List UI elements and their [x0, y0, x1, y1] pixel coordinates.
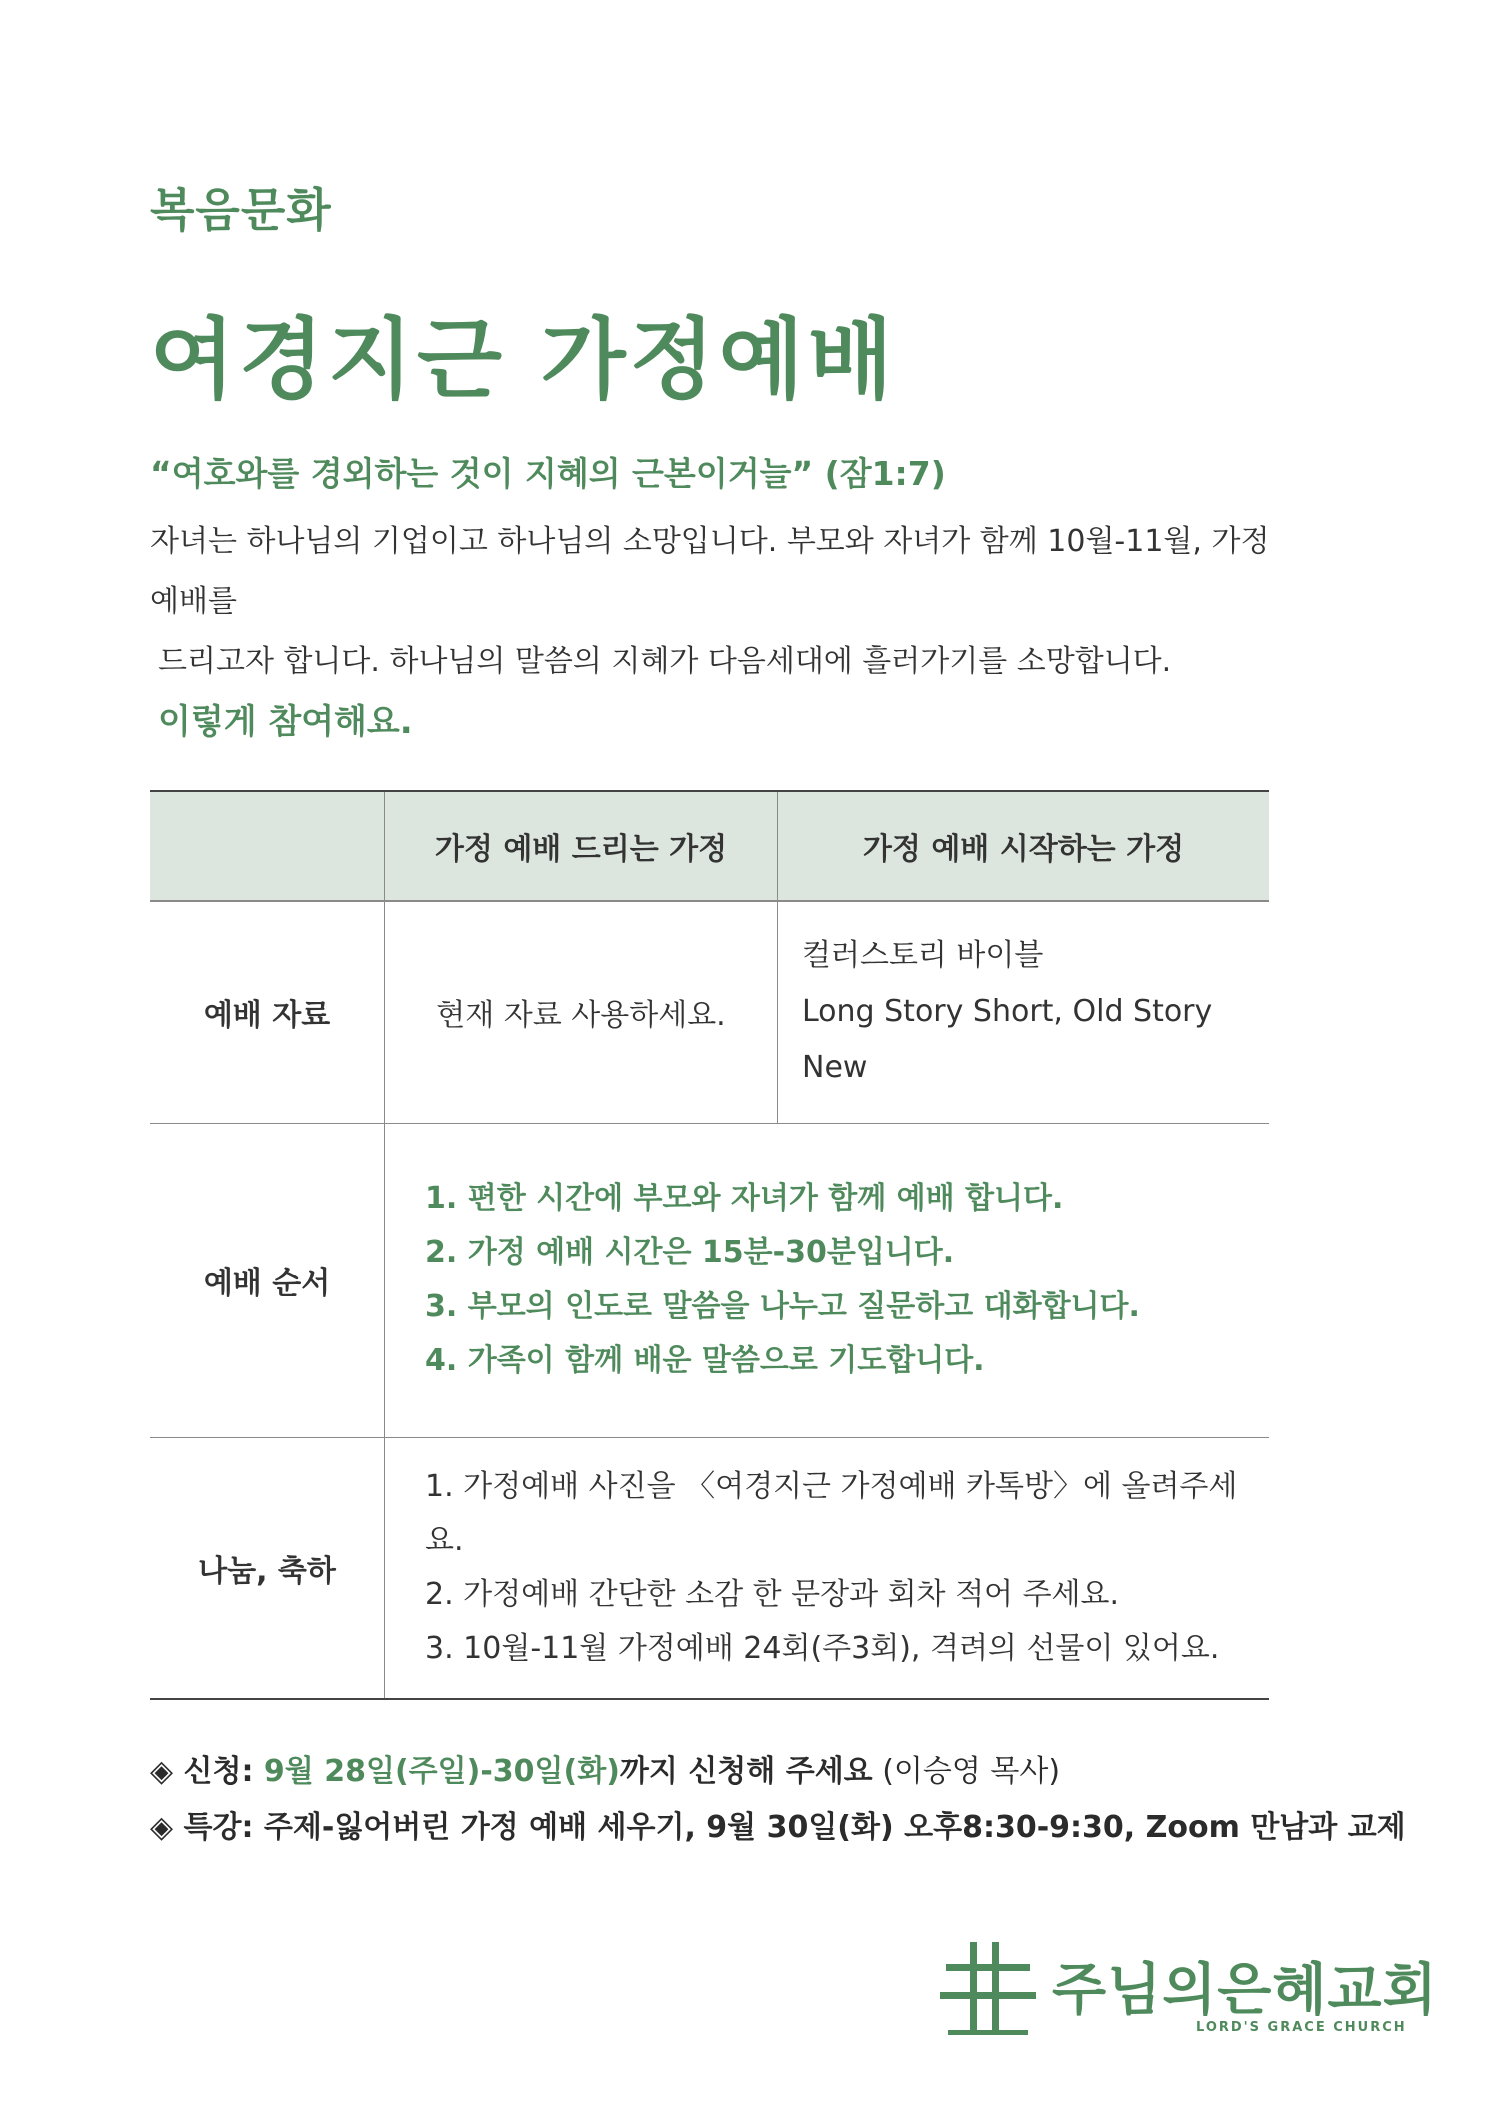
table-header-empty — [150, 791, 385, 901]
list-item: 3. 부모의 인도로 말씀을 나누고 질문하고 대화합니다. — [425, 1289, 1140, 1324]
page-title: 여경지근 가정예배 — [150, 308, 897, 411]
table-header-row — [150, 791, 1269, 901]
apply-contact: (이승영 목사) — [872, 1754, 1061, 1789]
section-title: 이렇게 참여해요. — [158, 702, 413, 742]
row-label-materials: 예배 자료 — [150, 901, 385, 1123]
intro-paragraph — [150, 512, 1280, 692]
apply-notice — [150, 1746, 1060, 1790]
list-item: 1. 편한 시간에 부모와 자녀가 함께 예배 합니다. — [425, 1181, 1064, 1216]
participation-table — [150, 790, 1269, 1700]
list-item: 3. 10월-11월 가정예배 24회(주3회), 격려의 선물이 있어요. — [425, 1630, 1220, 1666]
church-logo — [940, 1940, 1438, 2050]
intro-line: 자녀는 하나님의 기업이고 하나님의 소망입니다. 부모와 자녀가 함께 10월-11월, 가정 예배를 — [150, 524, 1270, 619]
row-label-order: 예배 순서 — [150, 1123, 385, 1437]
intro-line: 드리고자 합니다. 하나님의 말씀의 지혜가 다음세대에 흘러가기를 소망합니다. — [158, 644, 1172, 679]
row-label-sharing: 나눔, 축하 — [150, 1437, 385, 1699]
category-label: 복음문화 — [150, 183, 332, 237]
table-row-order — [150, 1123, 1269, 1437]
table-header-existing-family: 가정 예배 드리는 가정 — [385, 791, 778, 901]
list-item: 2. 가정예배 간단한 소감 한 문장과 회차 적어 주세요. — [425, 1576, 1120, 1612]
materials-new-line: Long Story Short, Old Story New — [802, 994, 1213, 1086]
lecture-notice: ◈ 특강: 주제-잃어버린 가정 예배 세우기, 9월 30일(화) 오후8:30-9:30, Zoom 만남과 교제 — [150, 1810, 1406, 1845]
materials-new-line: 컬러스토리 바이블 — [802, 938, 1044, 974]
table-row-materials — [150, 901, 1269, 1123]
cross-icon — [940, 1940, 1036, 2040]
apply-dates: 9월 28일(주일)-30일(화) — [263, 1754, 620, 1789]
list-item: 4. 가족이 함께 배운 말씀으로 기도합니다. — [425, 1343, 985, 1378]
bible-verse: “여호와를 경외하는 것이 지혜의 근본이거늘” (잠1:7) — [150, 454, 946, 493]
sharing-cell — [385, 1437, 1270, 1699]
apply-prefix: ◈ 신청: — [150, 1754, 264, 1789]
list-item: 1. 가정예배 사진을 〈여경지근 가정예배 카톡방〉에 올려주세요. — [425, 1468, 1238, 1558]
apply-suffix: 까지 신청해 주세요 — [619, 1754, 873, 1789]
list-item: 2. 가정 예배 시간은 15분-30분입니다. — [425, 1235, 955, 1270]
table-row-sharing — [150, 1437, 1269, 1699]
church-subtitle: LORD'S GRACE CHURCH — [1196, 2020, 1407, 2035]
table-header-new-family: 가정 예배 시작하는 가정 — [778, 791, 1270, 901]
order-steps-cell — [385, 1123, 1270, 1437]
materials-new — [778, 901, 1270, 1123]
order-steps-list — [425, 1172, 1268, 1388]
materials-existing: 현재 자료 사용하세요. — [385, 901, 778, 1123]
church-name: 주님의은혜교회 — [1052, 1958, 1438, 2023]
sharing-list — [425, 1460, 1268, 1676]
